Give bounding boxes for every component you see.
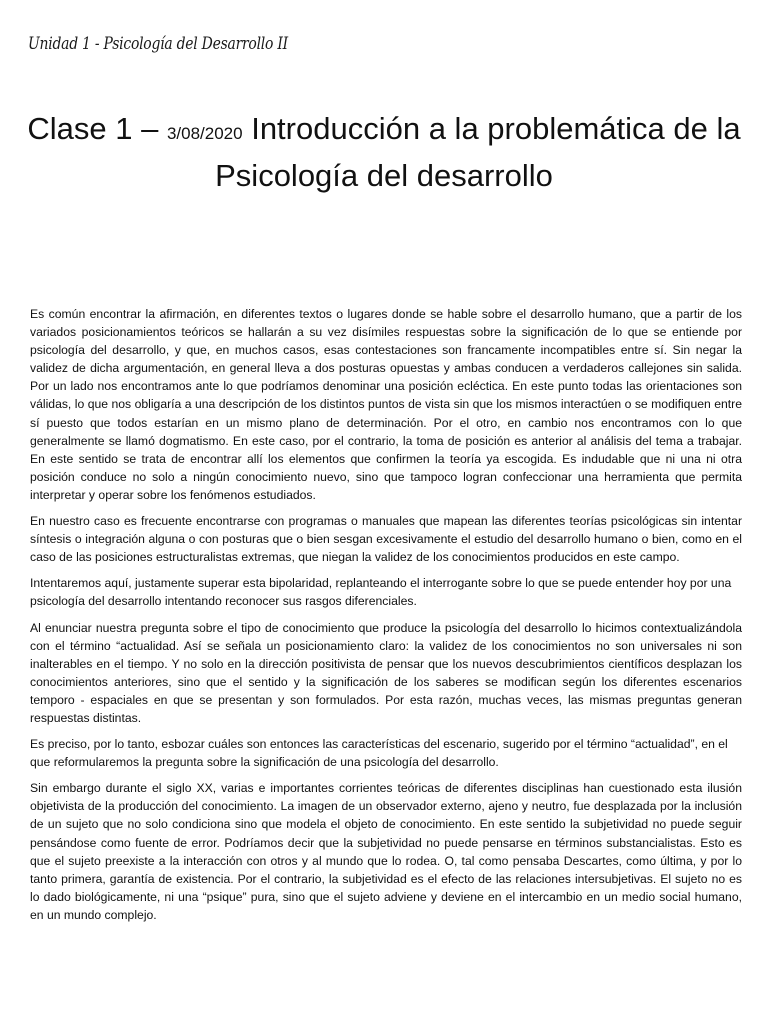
paragraph-3: Intentaremos aquí, justamente superar esta bipolaridad, replanteando el interrogante sobre lo que se puede entender hoy por una psicología del desarrollo intentando reconocer sus rasgos diferenciales. <box>30 576 732 609</box>
handwritten-header-note: Unidad 1 - Psicología del Desarrollo II <box>28 34 288 54</box>
paragraph-1: Es común encontrar la afirmación, en diferentes textos o lugares donde se hable sobre el desarrollo humano, que a partir de los variados posicionamientos teóricos se hallarán a su vez disímiles respuestas sobre la significación de lo que se entiende por psicología del desarrollo, y que, en muchos casos, esas contestaciones son francamente incompatibles entre sí. Sin negar la validez de dicha argumentación, en general lleva a dos posturas opuestas y ambas conducen a verdaderos callejones sin salida. Por un lado nos encontramos ante lo que podríamos denominar una posición ecléctica. En este punto todas las orientaciones son válidas, lo que nos obligaría a una descripción de los distintos puntos de vista sin que los mismos interactúen o se modifiquen entre sí puesto que todos estarían en un mismo plano de determinación. Por el otro, en cambio nos encontramos con lo que generalmente se llamó dogmatismo. En este caso, por el contrario, la toma de posición es anterior al análisis del tema a trabajar. En este sentido se trata de encontrar allí los elementos que confirmen la teoría ya escogida. Es indudable que ni una ni otra posición conduce no solo a ningún conocimiento nuevo, sino que tampoco logran confeccionar una herramienta que permita interpretar y operar sobre los fenómenos estudiados. <box>30 307 742 502</box>
paragraph-4: Al enunciar nuestra pregunta sobre el tipo de conocimiento que produce la psicología del desarrollo lo hicimos contextualizándola con el término “actualidad. Así se señala un posicionamiento claro: la validez de los conocimientos no son universales ni son inalterables en el tiempo. Y no solo en la dirección positivista de pensar que los nuevos descubrimientos científicos desplazan los conocimientos anteriores, sino que el sentido y la significación de los saberes se modifican según los diferentes escenarios temporo - espaciales en que se presentan y son formulados. Por esta razón, muchas veces, las mismas preguntas generan respuestas distintas. <box>30 620 742 725</box>
paragraph-5: Es preciso, por lo tanto, esbozar cuáles son entonces las características del escenario, sugerido por el término “actualidad”, en el que reformularemos la pregunta sobre la significación de una psicología del desarrollo. <box>30 737 728 770</box>
paragraph-6: Sin embargo durante el siglo XX, varias e importantes corrientes teóricas de diferentes disciplinas han cuestionado esta ilusión objetivista de la producción del conocimiento. La imagen de un observador externo, ajeno y neutro, fue desplazada por la inclusión de un sujeto que no solo condiciona sino que modela el objeto de conocimiento. En este sentido la subjetividad no puede seguir pensándose como fuente de error. Podríamos decir que la subjetividad no puede pensarse en términos substancialistas. Esto es que el sujeto preexiste a la interacción con otros y al mundo que lo rodea. O, tal como pensaba Descartes, como última, y por lo tanto primera, garantía de existencia. Por el contrario, la subjetividad es el efecto de las relaciones intersubjetivas. El sujeto no es lo dado biológicamente, ni una “psique” pura, sino que el sujeto adviene y deviene en el intercambio en un medio social humano, en un mundo complejo. <box>30 781 742 922</box>
title-date: 3/08/2020 <box>166 124 243 143</box>
page-title <box>20 108 748 197</box>
body-text <box>30 305 742 932</box>
paragraph-2: En nuestro caso es frecuente encontrarse con programas o manuales que mapean las diferentes teorías psicológicas sin intentar síntesis o integración alguna o con posturas que o bien sesgan excesivamente el estudio del desarrollo humano o bien, como en el caso de las posiciones estructuralistas extremas, que niegan la validez de los conocimientos producidos en este campo. <box>30 514 742 565</box>
title-prefix: Clase 1 – <box>27 111 167 146</box>
title-text: Introducción a la problemática de la Psicología del desarrollo <box>215 111 741 193</box>
